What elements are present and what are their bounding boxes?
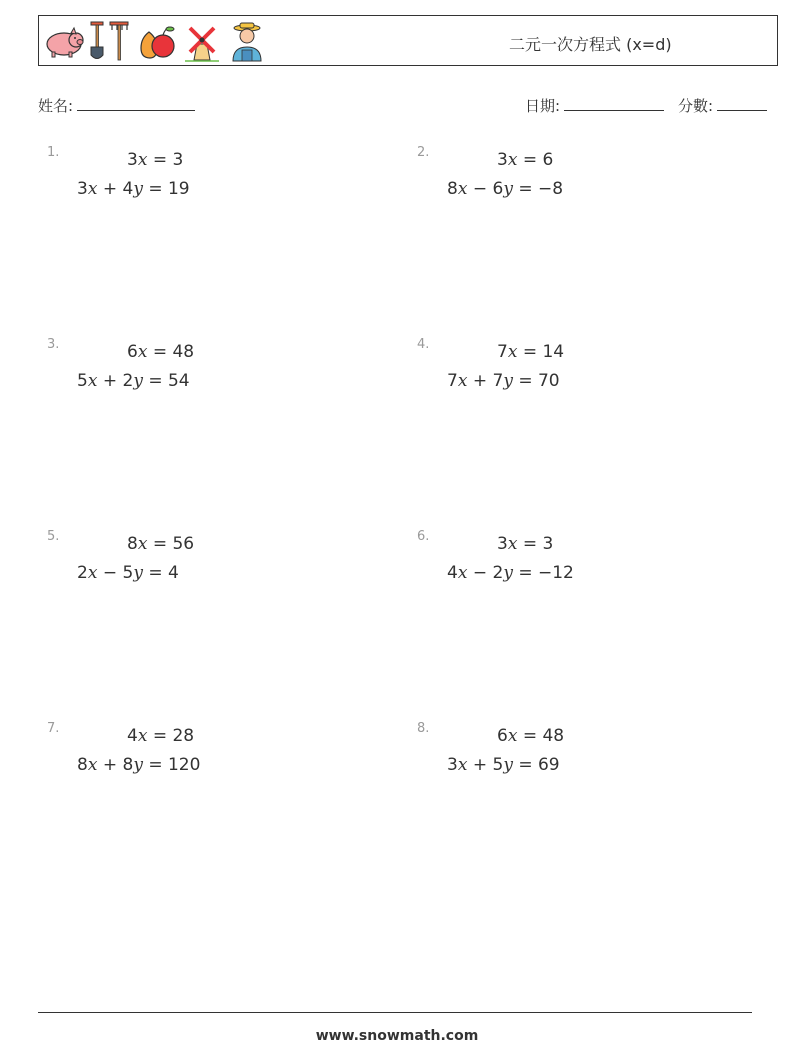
- coef-a: 4: [127, 726, 138, 746]
- var-y: y: [133, 371, 143, 391]
- coef-b: 6: [492, 179, 504, 199]
- equation-2: [77, 563, 179, 583]
- coef-a: 3: [77, 179, 88, 199]
- equals-sign: =: [152, 534, 168, 554]
- coef-a: 4: [447, 563, 458, 583]
- problem-number: 8.: [417, 721, 430, 736]
- rhs: 56: [172, 534, 195, 554]
- equals-sign: =: [518, 563, 533, 583]
- var-y: y: [503, 755, 513, 775]
- var-x: x: [457, 563, 468, 583]
- coef-a: 8: [77, 755, 88, 775]
- var-x: x: [137, 534, 148, 554]
- equation-1: [497, 534, 553, 554]
- coef-b: 8: [122, 755, 134, 775]
- rhs: 6: [542, 150, 554, 170]
- equation-2: [447, 563, 574, 583]
- var-x: x: [507, 150, 518, 170]
- problem-number: 7.: [47, 721, 60, 736]
- equation-1: [127, 150, 183, 170]
- problem-number: 1.: [47, 145, 60, 160]
- rhs: 48: [542, 726, 565, 746]
- equation-1: [127, 726, 194, 746]
- rhs: 120: [167, 755, 201, 775]
- name-label: 姓名:: [38, 97, 74, 115]
- equals-sign: =: [518, 755, 533, 775]
- var-y: y: [133, 563, 143, 583]
- problem-number: 4.: [417, 337, 430, 352]
- equals-sign: =: [152, 342, 168, 362]
- coef-a: 5: [77, 371, 88, 391]
- var-x: x: [507, 534, 518, 554]
- coef-b: 5: [122, 563, 134, 583]
- coef-b: 4: [122, 179, 134, 199]
- coef-a: 3: [497, 534, 508, 554]
- var-x: x: [87, 179, 98, 199]
- date-field: [525, 95, 664, 116]
- equals-sign: =: [518, 371, 533, 391]
- equals-sign: =: [522, 534, 538, 554]
- var-y: y: [133, 755, 143, 775]
- equation-1: [497, 342, 564, 362]
- var-x: x: [137, 150, 148, 170]
- operator: −: [472, 179, 488, 199]
- var-x: x: [457, 371, 468, 391]
- var-y: y: [503, 179, 513, 199]
- var-x: x: [87, 371, 98, 391]
- date-label: 日期:: [525, 97, 561, 115]
- name-blank[interactable]: [77, 96, 195, 111]
- rhs: 48: [172, 342, 195, 362]
- rhs: −8: [537, 179, 564, 199]
- var-x: x: [507, 342, 518, 362]
- var-x: x: [457, 755, 468, 775]
- footer-site: www.snowmath.com: [315, 1028, 479, 1044]
- operator: +: [102, 371, 118, 391]
- equation-1: [127, 342, 194, 362]
- var-y: y: [503, 563, 513, 583]
- equation-2: [77, 755, 200, 775]
- coef-a: 8: [447, 179, 458, 199]
- equation-2: [447, 179, 563, 199]
- equals-sign: =: [522, 726, 538, 746]
- rhs: 19: [167, 179, 190, 199]
- coef-a: 7: [497, 342, 508, 362]
- var-x: x: [137, 342, 148, 362]
- equals-sign: =: [148, 563, 163, 583]
- equation-1: [497, 150, 553, 170]
- date-blank[interactable]: [564, 96, 664, 111]
- equation-2: [77, 179, 190, 199]
- problem-number: 5.: [47, 529, 60, 544]
- coef-a: 3: [447, 755, 458, 775]
- equals-sign: =: [518, 179, 533, 199]
- problem-number: 2.: [417, 145, 430, 160]
- equation-2: [77, 371, 190, 391]
- coef-a: 6: [497, 726, 508, 746]
- score-label: 分數:: [678, 97, 714, 115]
- coef-a: 3: [127, 150, 138, 170]
- pig-icon: [43, 20, 85, 62]
- var-x: x: [137, 726, 148, 746]
- score-blank[interactable]: [717, 96, 767, 111]
- name-field: [38, 95, 195, 116]
- var-y: y: [133, 179, 143, 199]
- windmill-icon: [183, 20, 221, 62]
- equation-1: [497, 726, 564, 746]
- rhs: 3: [172, 150, 184, 170]
- coef-a: 8: [127, 534, 138, 554]
- operator: −: [102, 563, 118, 583]
- fruit-icon: [135, 20, 177, 62]
- coef-a: 7: [447, 371, 458, 391]
- operator: −: [472, 563, 488, 583]
- equals-sign: =: [522, 342, 538, 362]
- var-y: y: [503, 371, 513, 391]
- rhs: 69: [537, 755, 560, 775]
- equals-sign: =: [148, 179, 163, 199]
- operator: +: [472, 371, 488, 391]
- operator: +: [472, 755, 488, 775]
- rhs: 70: [537, 371, 560, 391]
- equation-2: [447, 755, 560, 775]
- equation-2: [447, 371, 560, 391]
- coef-a: 6: [127, 342, 138, 362]
- worksheet-header: [38, 15, 778, 66]
- rhs: 4: [167, 563, 179, 583]
- farmer-icon: [229, 20, 265, 62]
- coef-b: 5: [492, 755, 504, 775]
- equals-sign: =: [522, 150, 538, 170]
- equation-1: [127, 534, 194, 554]
- coef-b: 2: [492, 563, 504, 583]
- coef-b: 7: [492, 371, 504, 391]
- equals-sign: =: [148, 755, 163, 775]
- shovel-icon: [87, 20, 107, 62]
- var-x: x: [87, 755, 98, 775]
- rhs: 28: [172, 726, 195, 746]
- var-x: x: [457, 179, 468, 199]
- footer-divider: [38, 1012, 752, 1013]
- equals-sign: =: [152, 150, 168, 170]
- var-x: x: [507, 726, 518, 746]
- coef-a: 2: [77, 563, 88, 583]
- equals-sign: =: [152, 726, 168, 746]
- problem-number: 6.: [417, 529, 430, 544]
- rhs: 14: [542, 342, 565, 362]
- rhs: 3: [542, 534, 554, 554]
- operator: +: [102, 179, 118, 199]
- rhs: 54: [167, 371, 190, 391]
- coef-b: 2: [122, 371, 134, 391]
- score-field: [678, 95, 767, 116]
- rake-icon: [108, 20, 130, 62]
- equals-sign: =: [148, 371, 163, 391]
- coef-a: 3: [497, 150, 508, 170]
- rhs: −12: [537, 563, 574, 583]
- operator: +: [102, 755, 118, 775]
- var-x: x: [87, 563, 98, 583]
- problem-number: 3.: [47, 337, 60, 352]
- page-title: 二元一次方程式 (x=d): [509, 35, 672, 54]
